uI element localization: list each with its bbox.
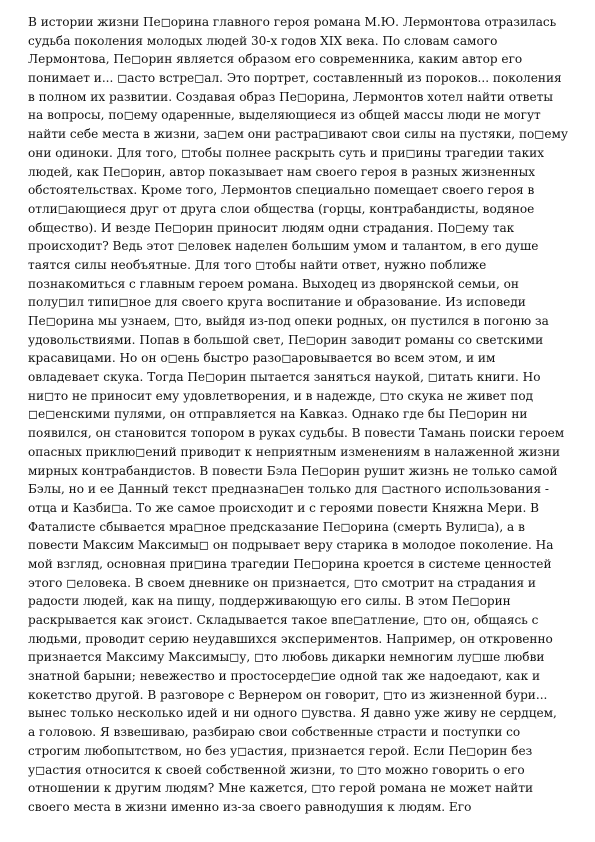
text-line: овладевает скука. Тогда Пе◻орин пытается заняться наукой, ◻итать книги. Но xyxy=(28,370,541,385)
text-line: признается Максиму Максимы◻у, ◻то любовь дикарки немногим лу◻ше любви xyxy=(28,650,545,665)
text-line: мой взгляд, основная при◻ина трагедии Пе◻орина кроется в системе ценностей xyxy=(28,556,552,571)
text-line: обстоятельствах. Кроме того, Лермонтов специально помещает своего героя в xyxy=(28,183,535,198)
text-line: в полном их развитии. Создавая образ Пе◻орина, Лермонтов хотел найти ответы xyxy=(28,89,553,104)
text-line: познакомиться с главным героем романа. Выходец из дворянской семьи, он xyxy=(28,276,519,291)
text-line: происходит? Ведь этот ◻еловек наделен большим умом и талантом, в его душе xyxy=(28,239,539,254)
text-line: общество). И везде Пе◻орин приносит людям одни страдания. По◻ему так xyxy=(28,220,515,235)
text-line: В истории жизни Пе◻орина главного героя романа М.Ю. Лермонтова отразилась xyxy=(28,15,557,29)
text-line: удовольствиями. Попав в большой свет, Пе◻орин заводит романы со светскими xyxy=(28,332,544,347)
text-line: а головою. Я взвешиваю, разбираю свои собственные страсти и поступки со xyxy=(28,725,521,740)
text-line: людьми, проводит серию неудавшихся экспериментов. Например, он откровенно xyxy=(28,631,553,646)
text-line: отца и Казби◻а. То же самое происходит и с героями повести Княжна Мери. В xyxy=(28,500,540,515)
text-line: вынес только несколько идей и ни одного ◻увства. Я давно уже живу не сердцем, xyxy=(28,706,557,721)
text-line: судьба поколения молодых людей 30-х годов XIX века. По словам самого xyxy=(28,33,498,48)
text-line: ни◻то не приносит ему удовлетворения, и в надежде, ◻то скука не живет под xyxy=(28,388,534,403)
text-line: таятся силы необъятные. Для того ◻тобы найти ответ, нужно поближе xyxy=(28,257,487,272)
text-line: они одиноки. Для того, ◻тобы полнее раскрыть суть и при◻ины трагедии таких xyxy=(28,145,545,160)
text-line: мирных контрабандистов. В повести Бэла Пе◻орин рушит жизнь не только самой xyxy=(28,463,558,478)
text-line: кокетство другой. В разговоре с Вернером он говорит, ◻то из жизненной бури... xyxy=(28,687,548,702)
text-line: появился, он становится топором в руках судьбы. В повести Тамань поиски героем xyxy=(28,426,565,441)
essay-text xyxy=(28,13,573,817)
text-line: Пе◻орина мы узнаем, ◻то, выйдя из-под опеки родных, он пустился в погоню за xyxy=(28,314,549,328)
text-line: опасных приклю◻ений приводит к неприятным изменениям в налаженной жизни xyxy=(28,444,561,459)
text-line: на вопросы, по◻ему одаренные, выделяющиеся из общей массы люди не могут xyxy=(28,108,541,123)
text-line: повести Максим Максимы◻ он подрывает веру старика в молодое поколение. На xyxy=(28,538,554,553)
text-line: строгим любопытством, но без у◻астия, признается герой. Если Пе◻орин без xyxy=(28,743,533,758)
text-line: понимает и... ◻асто встре◻ал. Это портрет, составленный из пороков... поколения xyxy=(28,71,562,86)
text-line: красавицами. Но он о◻ень быстро разо◻аровывается во всем этом, и им xyxy=(28,351,496,366)
text-line: этого ◻еловека. В своем дневнике он признается, ◻то смотрит на страдания и xyxy=(28,575,536,590)
text-line: радости людей, как на пищу, поддерживающую его силы. В этом Пе◻орин xyxy=(28,594,511,609)
text-line: людей, как Пе◻орин, автор показывает нам своего героя в разных жизненных xyxy=(28,164,536,179)
text-line: своего места в жизни именно из-за своего равнодушия к людям. Его xyxy=(28,799,472,814)
text-line: Фаталисте сбывается мра◻ное предсказание Пе◻орина (смерть Вули◻а), а в xyxy=(28,519,525,534)
text-line: полу◻ил типи◻ное для своего круга воспитание и образование. Из исповеди xyxy=(28,295,526,310)
text-line: Лермонтова, Пе◻орин является образом его современника, каким автор его xyxy=(28,52,523,67)
text-line: Бэлы, но и ее Данный текст предназна◻ен только для ◻астного использования - xyxy=(28,482,550,497)
text-line: у◻астия относится к своей собственной жизни, то ◻то можно говорить о его xyxy=(28,762,525,777)
text-line: раскрывается как эгоист. Складывается такое впе◻атление, ◻то он, общаясь с xyxy=(28,613,539,627)
text-line: отношении к другим людям? Мне кажется, ◻то герой романа не может найти xyxy=(28,781,534,796)
text-line: отли◻ающиеся друг от друга слои общества (горцы, контрабандисты, водяное xyxy=(28,201,535,216)
text-line: найти себе места в жизни, за◻ем они растра◻ивают свои силы на пустяки, по◻ему xyxy=(28,127,569,142)
text-line: ◻е◻енскими пулями, он отправляется на Кавказ. Однако где бы Пе◻орин ни xyxy=(28,407,528,422)
text-line: знатной барыни; невежество и простосерде◻ие одной так же надоедают, как и xyxy=(28,669,541,684)
